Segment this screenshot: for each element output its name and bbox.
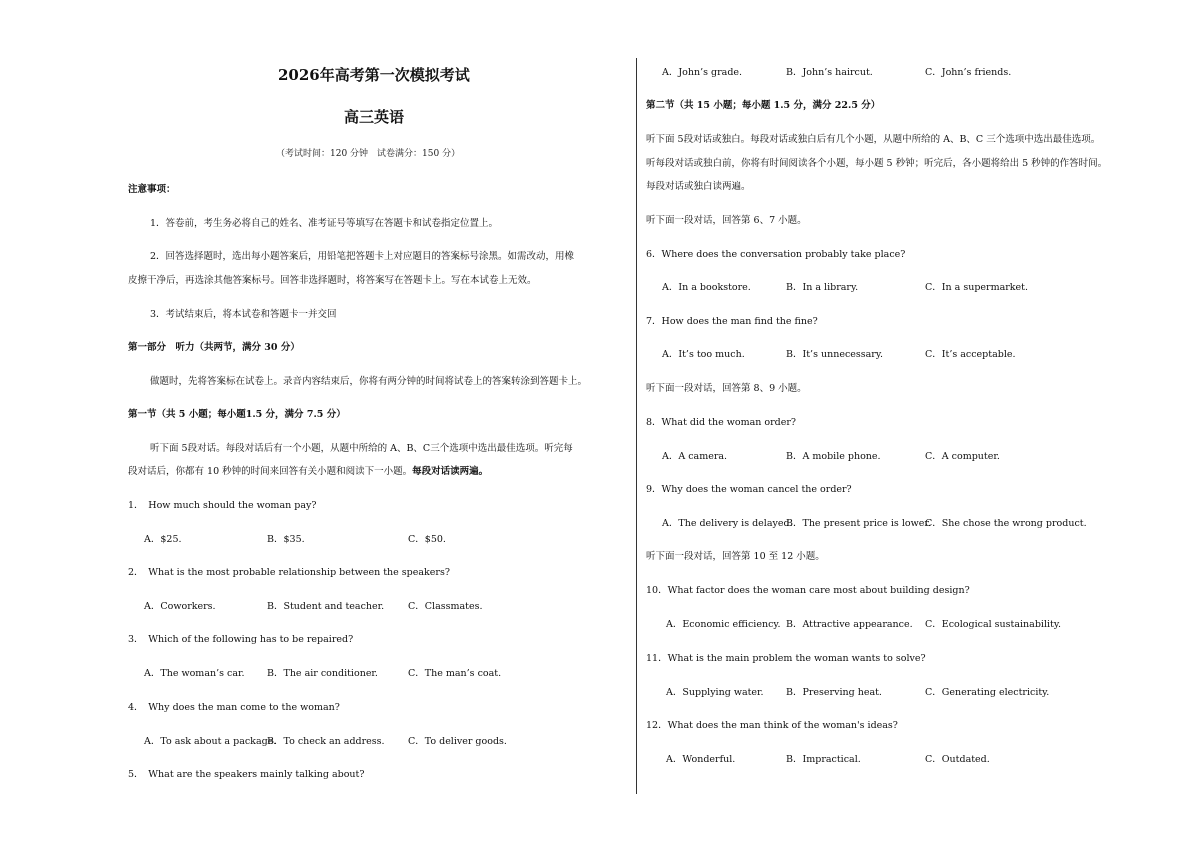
question-7: 7．How does the man find the fine? (646, 316, 818, 327)
question-3: 3． Which of the following has to be repaired? (128, 634, 354, 645)
section1-intro-line2 (128, 463, 488, 477)
q2-option-b: B．Student and teacher. (267, 601, 385, 612)
q2-option-c: C．Classmates. (408, 601, 483, 612)
q9-option-a: A．The delivery is delayed. (662, 518, 793, 529)
lead-8-9: 听下面一段对话，回答第 8、9 小题。 (646, 383, 807, 394)
q3-option-a: A．The woman’s car. (144, 668, 245, 679)
q5-option-a: A．John’s grade. (662, 67, 743, 78)
q4-option-c: C．To deliver goods. (408, 736, 507, 747)
question-5: 5． What are the speakers mainly talking about? (128, 769, 365, 780)
exam-info: （考试时间：120 分钟 试卷满分：150 分） (276, 149, 461, 159)
q9-option-b: B．The present price is lower. (786, 518, 931, 529)
question-2: 2． What is the most probable relationship between the speakers? (128, 567, 450, 578)
q2-option-a: A．Coworkers. (144, 601, 216, 612)
section1-intro-line1: 听下面 5段对话。每段对话后有一个小题，从题中所给的 A、B、C三个选项中选出最佳选项。听完每 (150, 443, 573, 454)
q12-option-c: C．Outdated. (925, 754, 990, 765)
q7-option-c: C．It’s acceptable. (925, 349, 1016, 360)
q6-option-b: B．In a library. (786, 282, 859, 293)
question-6: 6．Where does the conversation probably take place? (646, 249, 906, 260)
section1-intro-line2-text: 段对话后，你都有 10 秒钟的时间来回答有关小题和阅读下一小题。 (128, 466, 413, 477)
column-divider (636, 58, 637, 794)
q1-option-b: B．$35. (267, 534, 305, 545)
q1-option-a: A．$25. (144, 534, 182, 545)
question-11: 11．What is the main problem the woman wants to solve? (646, 653, 926, 664)
section2-intro-2: 听每段对话或独白前，你将有时间阅读各个小题，每小题 5 秒钟；听完后，各小题将给出 5 秒钟的作答时间。 (646, 158, 1108, 169)
q10-option-c: C．Ecological sustainability. (925, 619, 1061, 630)
q10-option-b: B．Attractive appearance. (786, 619, 913, 630)
lead-10-12: 听下面一段对话，回答第 10 至 12 小题。 (646, 551, 825, 562)
q6-option-c: C．In a supermarket. (925, 282, 1029, 293)
section1-intro-line2-bold: 每段对话读两遍。 (412, 466, 489, 477)
section2-intro-1: 听下面 5段对话或独白。每段对话或独白后有几个小题，从题中所给的 A、B、C 三个选项中选出最佳选项。 (646, 134, 1101, 145)
question-9: 9．Why does the woman cancel the order? (646, 484, 852, 495)
section2-heading: 第二节（共 15 小题；每小题 1.5 分，满分 22.5 分） (646, 100, 881, 111)
exam-subtitle: 高三英语 (344, 108, 405, 126)
q9-option-c: C．She chose the wrong product. (925, 518, 1087, 529)
q12-option-a: A．Wonderful. (666, 754, 736, 765)
question-10: 10．What factor does the woman care most about building design? (646, 585, 970, 596)
question-8: 8．What did the woman order? (646, 417, 796, 428)
q11-option-c: C．Generating electricity. (925, 687, 1050, 698)
q8-option-b: B．A mobile phone. (786, 451, 881, 462)
q11-option-b: B．Preserving heat. (786, 687, 882, 698)
q8-option-a: A．A camera. (662, 451, 728, 462)
lead-6-7: 听下面一段对话，回答第 6、7 小题。 (646, 215, 807, 226)
question-1: 1． How much should the woman pay? (128, 500, 317, 511)
q8-option-c: C．A computer. (925, 451, 1000, 462)
part1-heading: 第一部分 听力（共两节，满分 30 分） (128, 342, 300, 353)
notice-heading: 注意事项： (128, 184, 176, 195)
q4-option-a: A．To ask about a package. (144, 736, 277, 747)
q7-option-a: A．It’s too much. (662, 349, 745, 360)
notice-2b: 皮擦干净后，再选涂其他答案标号。回答非选择题时，将答案写在答题卡上。写在本试卷上无效。 (128, 275, 537, 286)
q5-option-b: B．John’s haircut. (786, 67, 873, 78)
q5-option-c: C．John’s friends. (925, 67, 1012, 78)
q12-option-b: B．Impractical. (786, 754, 861, 765)
question-12: 12．What does the man think of the woman's ideas? (646, 720, 898, 731)
part1-intro: 做题时，先将答案标在试卷上。录音内容结束后，你将有两分钟的时间将试卷上的答案转涂到答题卡上。 (150, 376, 588, 387)
exam-title: 2026年高考第一次模拟考试 (278, 66, 470, 84)
q3-option-c: C．The man’s coat. (408, 668, 502, 679)
notice-3: 3．考试结束后，将本试卷和答题卡一并交回 (150, 309, 337, 320)
q4-option-b: B．To check an address. (267, 736, 385, 747)
section2-intro-3: 每段对话或独白读两遍。 (646, 181, 751, 192)
notice-1: 1．答卷前，考生务必将自己的姓名、准考证号等填写在答题卡和试卷指定位置上。 (150, 218, 499, 229)
q11-option-a: A．Supplying water. (666, 687, 764, 698)
section1-heading: 第一节（共 5 小题；每小题1.5 分，满分 7.5 分） (128, 409, 346, 420)
question-4: 4． Why does the man come to the woman? (128, 702, 340, 713)
q10-option-a: A．Economic efficiency. (666, 619, 781, 630)
q6-option-a: A．In a bookstore. (662, 282, 751, 293)
notice-2a: 2．回答选择题时，选出每小题答案后，用铅笔把答题卡上对应题目的答案标号涂黑。如需改动，用橡 (150, 251, 575, 262)
q1-option-c: C．$50. (408, 534, 446, 545)
q7-option-b: B．It’s unnecessary. (786, 349, 883, 360)
q3-option-b: B．The air conditioner. (267, 668, 378, 679)
